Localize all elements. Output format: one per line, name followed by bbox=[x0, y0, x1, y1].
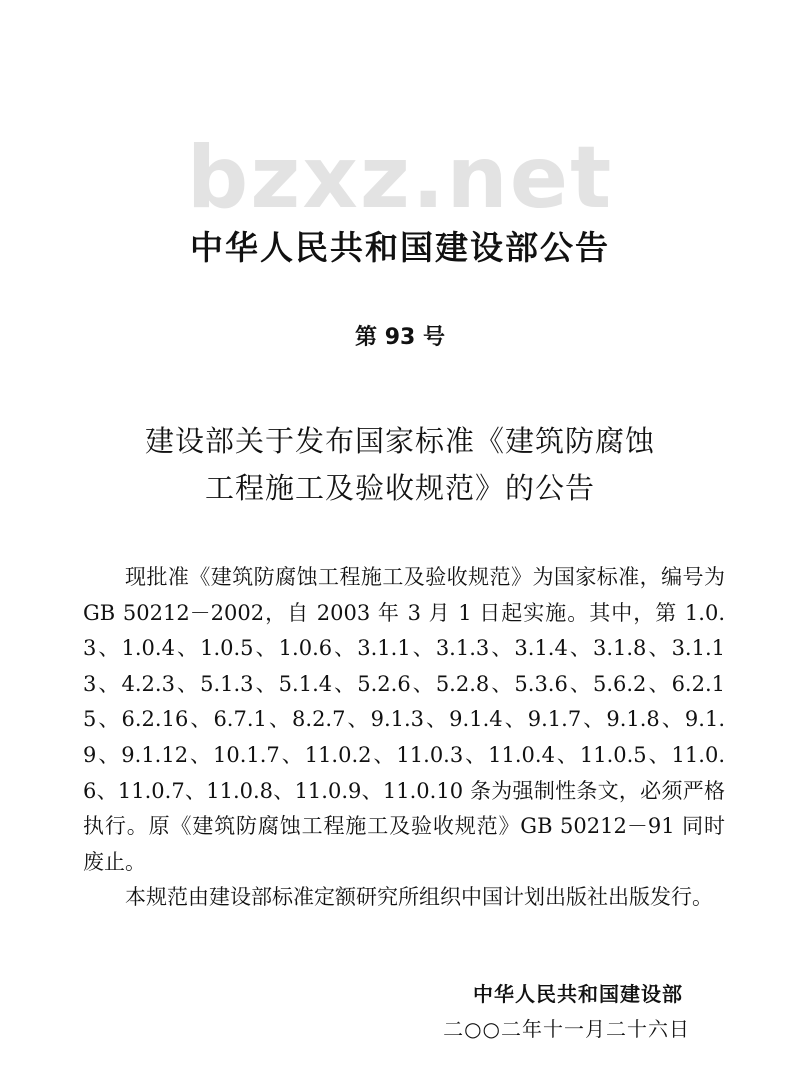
body-paragraph-publication: 本规范由建设部标准定额研究所组织中国计划出版社出版发行。 bbox=[125, 885, 713, 910]
notice-subject-line-1: 建设部关于发布国家标准《建筑防腐蚀 bbox=[144, 424, 655, 458]
signature-date: 二○○二年十一月二十六日 bbox=[443, 1017, 690, 1041]
page-title: 中华人民共和国建设部公告 bbox=[190, 228, 610, 267]
notice-subject bbox=[90, 418, 710, 512]
body-paragraph-approval: 现批准《建筑防腐蚀工程施工及验收规范》为国家标准，编号为 GB 50212－2002，自 2003 年 3 月 1 日起实施。其中，第 1.0.3、1.0.4、1.0.5、1.0.6、3.1.1、3.1.3、3.1.4、3.1.8、3.1.13、4.2.3、5.1.3、5.1.4、5.2.6、5.2.8、5.3.6、5.6.2、6.2.15、6.2.16、6.7.1、8.2.7、9.1.3、9.1.4、9.1.7、9.1.8、9.1.9、9.1.12、10.1.7、11.0.2、11.0.3、11.0.4、11.0.5、11.0.6、11.0.7、11.0.8、11.0.9、11.0.10 条为强制性条文，必须严格执行。原《建筑防腐蚀工程施工及验收规范》GB 50212－91 同时废止。 bbox=[83, 565, 725, 874]
watermark: bzxz.net bbox=[186, 128, 614, 228]
notice-subject-line-2: 工程施工及验收规范》的公告 bbox=[204, 471, 595, 505]
notice-number: 第 93 号 bbox=[355, 325, 445, 350]
signature-issuer: 中华人民共和国建设部 bbox=[473, 982, 683, 1006]
notice-body bbox=[83, 560, 725, 916]
